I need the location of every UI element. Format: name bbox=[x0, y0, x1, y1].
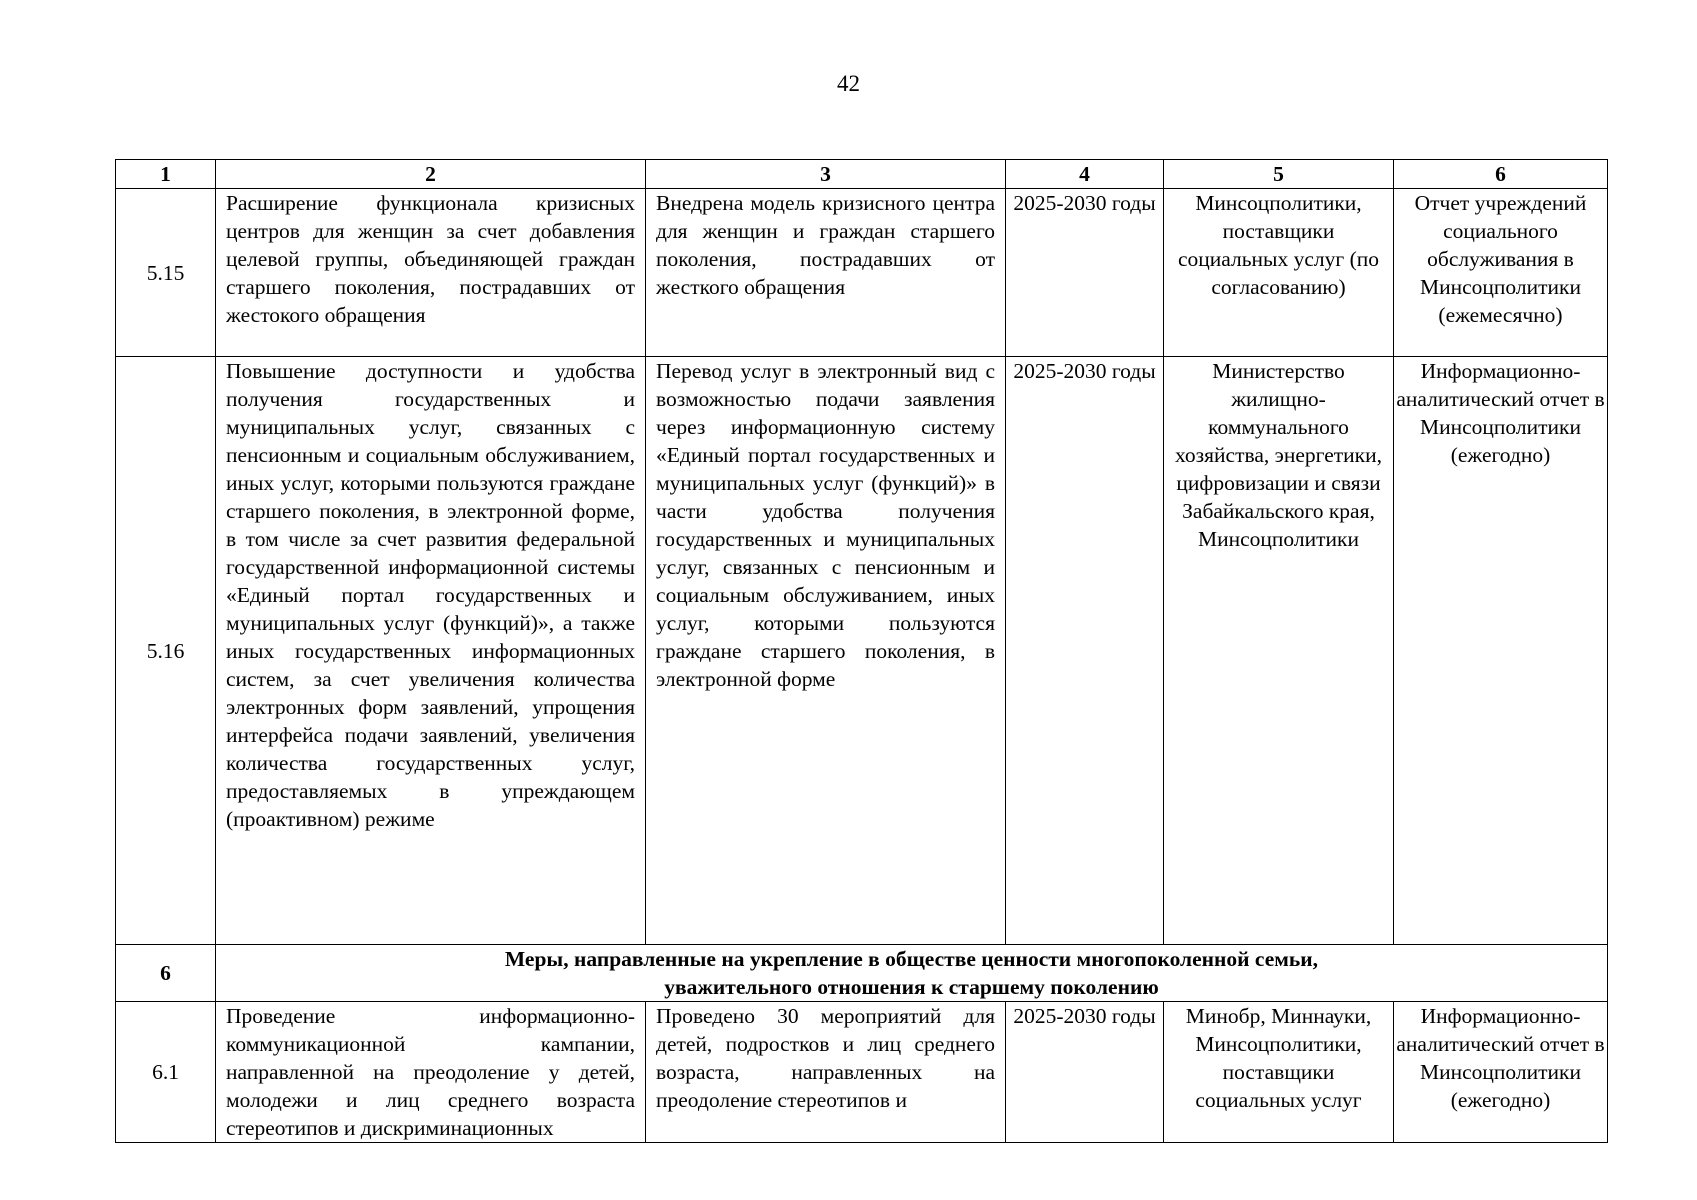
section-title-line-2: уважительного отношения к старшему поколению bbox=[664, 975, 1159, 999]
table-row bbox=[116, 1002, 1608, 1143]
table-row bbox=[116, 189, 1608, 357]
executor-cell: Министерство жилищно-коммунального хозяйства, энергетики, цифровизации и связи Забайкальского края, Минсоцполитики bbox=[1164, 357, 1394, 945]
table-row bbox=[116, 357, 1608, 945]
row-number: 6.1 bbox=[116, 1002, 216, 1143]
page-number: 42 bbox=[837, 71, 860, 96]
section-row bbox=[116, 945, 1608, 1002]
section-number: 6 bbox=[116, 945, 216, 1002]
measure-cell: Проведение информационно-коммуникационной кампании, направленной на преодоление у детей, молодежи и лиц среднего возраста стереотипов и дискриминационных bbox=[216, 1002, 646, 1143]
row-number: 5.15 bbox=[116, 189, 216, 357]
period-cell: 2025-2030 годы bbox=[1006, 189, 1164, 357]
report-cell: Информационно-аналитический отчет в Минсоцполитики (ежегодно) bbox=[1394, 357, 1608, 945]
period-cell: 2025-2030 годы bbox=[1006, 1002, 1164, 1143]
table-header-row bbox=[116, 160, 1608, 189]
period-cell: 2025-2030 годы bbox=[1006, 357, 1164, 945]
column-header: 6 bbox=[1394, 160, 1608, 189]
column-header: 1 bbox=[116, 160, 216, 189]
section-title-line-1: Меры, направленные на укрепление в обществе ценности многопоколенной семьи, bbox=[504, 947, 1319, 971]
measures-table bbox=[115, 159, 1608, 1143]
report-cell: Отчет учреждений социального обслуживания в Минсоцполитики (ежемесячно) bbox=[1394, 189, 1608, 357]
column-header: 5 bbox=[1164, 160, 1394, 189]
column-header: 2 bbox=[216, 160, 646, 189]
executor-cell: Минобр, Миннауки, Минсоцполитики, поставщики социальных услуг bbox=[1164, 1002, 1394, 1143]
result-cell: Проведено 30 мероприятий для детей, подростков и лиц среднего возраста, направленных на преодоление стереотипов и bbox=[646, 1002, 1006, 1143]
column-header: 4 bbox=[1006, 160, 1164, 189]
report-cell: Информационно-аналитический отчет в Минсоцполитики (ежегодно) bbox=[1394, 1002, 1608, 1143]
measure-cell: Расширение функционала кризисных центров для женщин за счет добавления целевой группы, объединяющей граждан старшего поколения, пострадавших от жестокого обращения bbox=[216, 189, 646, 357]
column-header: 3 bbox=[646, 160, 1006, 189]
result-cell: Перевод услуг в электронный вид с возможностью подачи заявления через информационную систему «Единый портал государственных и муниципальных услуг (функций)» в части удобства получения государственных и муниципальных услуг, связанных с пенсионным и социальным обслуживанием, иных услуг, которыми пользуются граждане старшего поколения, в электронной форме bbox=[646, 357, 1006, 945]
measure-cell: Повышение доступности и удобства получения государственных и муниципальных услуг, связанных с пенсионным и социальным обслуживанием, иных услуг, которыми пользуются граждане старшего поколения, в электронной форме, в том числе за счет развития федеральной государственной информационной системы «Единый портал государственных и муниципальных услуг (функций)», а также иных государственных информационных систем, за счет увеличения количества электронных форм заявлений, упрощения интерфейса подачи заявлений, увеличения количества государственных услуг, предоставляемых в упреждающем (проактивном) режиме bbox=[216, 357, 646, 945]
section-title bbox=[216, 945, 1608, 1002]
executor-cell: Минсоцполитики, поставщики социальных услуг (по согласованию) bbox=[1164, 189, 1394, 357]
result-cell: Внедрена модель кризисного центра для женщин и граждан старшего поколения, пострадавших от жесткого обращения bbox=[646, 189, 1006, 357]
row-number: 5.16 bbox=[116, 357, 216, 945]
